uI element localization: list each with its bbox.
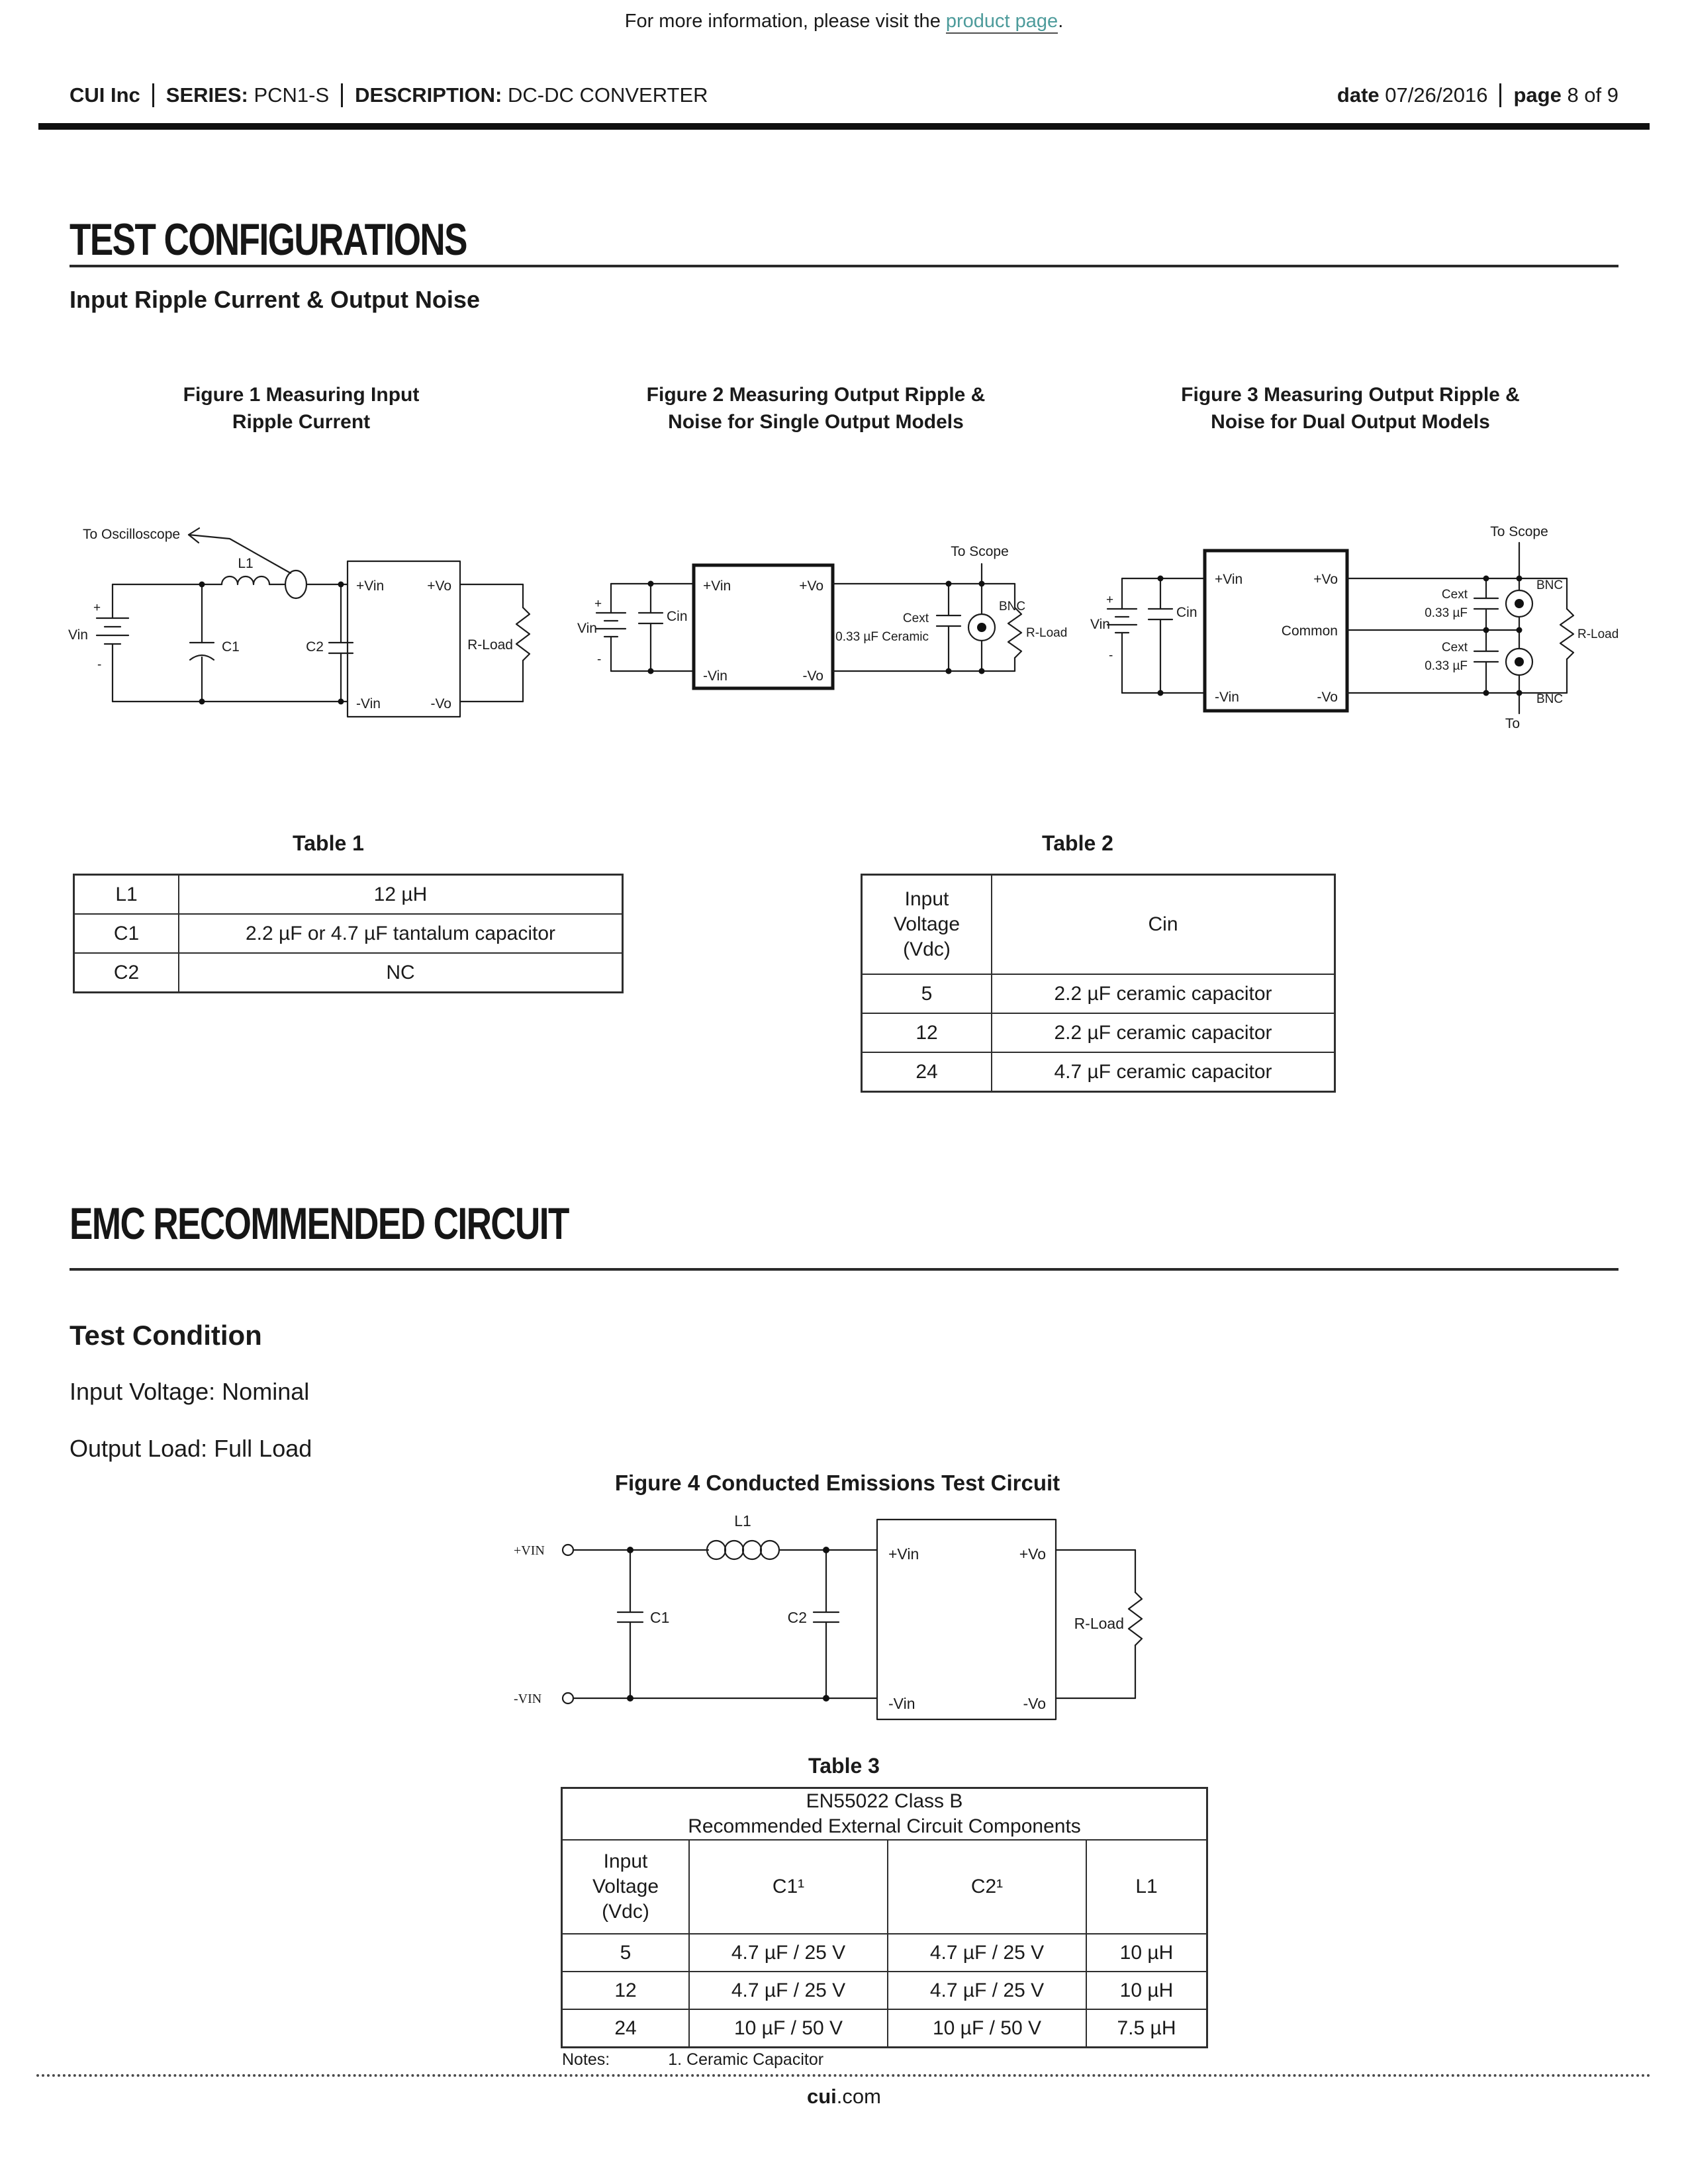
- table1-cell: C2: [74, 953, 179, 993]
- table3-cell: 4.7 µF / 25 V: [888, 1934, 1086, 1972]
- table3-cell: 5: [562, 1934, 690, 1972]
- capacitor-c1-icon: [618, 1550, 643, 1698]
- vin-label: Vin: [68, 627, 88, 643]
- pin-pvin-label: +Vin: [703, 578, 731, 594]
- note-1: 1. Ceramic Capacitor: [668, 2050, 824, 2069]
- table3-title: Table 3: [808, 1754, 880, 1778]
- pin-pvo-label: +Vo: [799, 578, 823, 594]
- plus-sign: +: [93, 601, 101, 615]
- series-label: SERIES:: [165, 83, 248, 107]
- table3: [561, 1787, 1208, 2048]
- table-header-row: [862, 875, 1335, 975]
- page-label: page: [1513, 83, 1562, 107]
- condition-line-1: Input Voltage: Nominal: [70, 1378, 310, 1405]
- header-right: [1337, 83, 1618, 107]
- l1-label: L1: [734, 1512, 751, 1529]
- cext-label: Cext: [902, 612, 929, 625]
- date-value: 07/26/2016: [1385, 83, 1488, 107]
- table3-cell: 10 µF / 50 V: [689, 2009, 888, 2048]
- figure4-diagram: [510, 1506, 1172, 1731]
- table1-cell: 12 µH: [179, 875, 623, 915]
- table-row: [862, 1052, 1335, 1092]
- table1-cell: 2.2 µF or 4.7 µF tantalum capacitor: [179, 914, 623, 953]
- cext-top-label: Cext: [1441, 588, 1468, 602]
- c1-label: C1: [222, 639, 240, 655]
- rload-label: R-Load: [1074, 1615, 1124, 1632]
- c2-label: C2: [306, 639, 324, 655]
- top-note-prefix: For more information, please visit the: [624, 11, 946, 32]
- description-label: DESCRIPTION:: [355, 83, 502, 107]
- header-rule: [38, 123, 1650, 130]
- table2-cell: 24: [862, 1052, 992, 1092]
- table2-header-cell: Cin: [992, 875, 1335, 975]
- vin-pos-terminal-label: +VIN: [514, 1543, 545, 1558]
- table1: [73, 874, 624, 993]
- section-title-test-configurations: TEST CONFIGURATIONS: [70, 214, 467, 265]
- test-condition-title: Test Condition: [70, 1320, 262, 1351]
- table-row: [562, 1972, 1207, 2009]
- table1-cell: C1: [74, 914, 179, 953]
- table3-header-cell: C1¹: [689, 1840, 888, 1934]
- bnc-top-connector-icon: [1506, 578, 1532, 630]
- table-row: [862, 1013, 1335, 1052]
- figure2-title-line2: Noise for Single Output Models: [668, 411, 964, 433]
- minus-sign: -: [597, 653, 602, 666]
- minus-sign: -: [1109, 649, 1113, 662]
- pin-pvin-label: +Vin: [888, 1545, 919, 1563]
- figure1-title: [99, 381, 503, 435]
- table-header-row: [562, 1788, 1207, 1841]
- table-row: [562, 1934, 1207, 1972]
- table3-header-block: [562, 1788, 1207, 1841]
- capacitor-cin-icon: [639, 584, 663, 671]
- l1-label: L1: [238, 556, 254, 571]
- description-value: DC-DC CONVERTER: [507, 83, 708, 107]
- company-name: CUI Inc: [70, 83, 140, 107]
- pin-pvo-label: +Vo: [427, 578, 451, 594]
- capacitor-cext-bottom-icon: [1474, 630, 1498, 693]
- pin-nvin-label: -Vin: [888, 1695, 915, 1712]
- table1-cell: L1: [74, 875, 179, 915]
- pin-nvo-label: -Vo: [1317, 690, 1338, 705]
- footer-brand-bold[interactable]: cui: [807, 2085, 837, 2108]
- to-label: To: [1505, 716, 1521, 731]
- bnc-top-label: BNC: [1536, 578, 1564, 592]
- figure1-title-line2: Ripple Current: [232, 411, 371, 433]
- table-row: [862, 974, 1335, 1013]
- header-bar: [70, 83, 1618, 107]
- section-title-emc: EMC RECOMMENDED CIRCUIT: [70, 1199, 569, 1249]
- top-note-suffix: .: [1058, 11, 1064, 32]
- resistor-rload-icon: [1129, 1592, 1142, 1645]
- table2-cell: 4.7 µF ceramic capacitor: [992, 1052, 1335, 1092]
- table-row: [74, 953, 623, 993]
- c1-label: C1: [650, 1609, 670, 1626]
- vin-label: Vin: [577, 621, 597, 636]
- pin-pvin-label: +Vin: [1215, 572, 1243, 587]
- pin-nvin-label: -Vin: [1215, 690, 1239, 705]
- footer-brand: [0, 2085, 1688, 2109]
- to-oscilloscope-label: To Oscilloscope: [83, 527, 181, 542]
- table1-cell: NC: [179, 953, 623, 993]
- rload-label: R-Load: [467, 637, 513, 653]
- inductor-l1-icon: [222, 576, 269, 584]
- figure2-diagram: [575, 529, 1084, 702]
- figure4-title: Figure 4 Conducted Emissions Test Circuit: [614, 1471, 1060, 1495]
- figure3-title-line1: Figure 3 Measuring Output Ripple &: [1181, 384, 1520, 406]
- series-value: PCN1-S: [254, 83, 330, 107]
- capacitor-c2-icon: [329, 584, 353, 702]
- footer-divider: [36, 2074, 1652, 2077]
- terminal-icon: [563, 1545, 573, 1555]
- table3-cell: 4.7 µF / 25 V: [689, 1972, 888, 2009]
- table-row: [74, 875, 623, 915]
- bnc-bottom-label: BNC: [1536, 692, 1564, 706]
- table3-header-cell: Input Voltage (Vdc): [562, 1840, 690, 1934]
- table3-notes: [562, 2050, 823, 2070]
- table2-title: Table 2: [1042, 831, 1113, 855]
- capacitor-cext-top-icon: [1474, 578, 1498, 630]
- page-value: 8 of 9: [1567, 83, 1618, 107]
- figure3-diagram: [1089, 504, 1626, 729]
- battery-icon: [97, 584, 128, 702]
- top-note: [0, 11, 1688, 32]
- footer-brand-rest[interactable]: .com: [836, 2085, 881, 2108]
- figure1-diagram: [63, 508, 546, 727]
- c2-label: C2: [787, 1609, 807, 1626]
- capacitor-cin-icon: [1149, 578, 1172, 693]
- vin-label: Vin: [1090, 617, 1110, 632]
- table2-cell: 5: [862, 974, 992, 1013]
- section-rule: [70, 265, 1618, 267]
- pin-pvin-label: +Vin: [356, 578, 385, 594]
- pin-pvo-label: +Vo: [1019, 1545, 1046, 1563]
- rload-label: R-Load: [1577, 627, 1619, 641]
- table3-cell: 4.7 µF / 25 V: [689, 1934, 888, 1972]
- table2-cell: 12: [862, 1013, 992, 1052]
- table3-header-cell: C2¹: [888, 1840, 1086, 1934]
- cext-bottom-label: Cext: [1441, 641, 1468, 655]
- pin-common-label: Common: [1281, 623, 1338, 639]
- header-left: [70, 83, 708, 107]
- table3-cell: 10 µF / 50 V: [888, 2009, 1086, 2048]
- cin-label: Cin: [667, 609, 688, 624]
- cext-value-label: 0.33 µF Ceramic: [835, 630, 929, 644]
- subsection-title: Input Ripple Current & Output Noise: [70, 286, 480, 313]
- junction-dots: [648, 581, 985, 674]
- figure3-title-line2: Noise for Dual Output Models: [1211, 411, 1490, 433]
- resistor-rload-icon: [1560, 609, 1573, 659]
- bnc-label: BNC: [999, 600, 1026, 614]
- resistor-rload-icon: [1008, 608, 1021, 658]
- figure3-title: [1112, 381, 1589, 435]
- pin-pvo-label: +Vo: [1313, 572, 1338, 587]
- cext-bottom-value-label: 0.33 µF: [1425, 659, 1468, 673]
- pin-nvo-label: -Vo: [802, 668, 823, 684]
- pin-nvo-label: -Vo: [1023, 1695, 1046, 1712]
- pin-nvin-label: -Vin: [356, 696, 381, 711]
- table-header-row: [562, 1840, 1207, 1934]
- pin-nvo-label: -Vo: [430, 696, 451, 711]
- terminal-icon: [563, 1693, 573, 1704]
- table3-cell: 10 µH: [1086, 1934, 1207, 1972]
- table3-cell: 10 µH: [1086, 1972, 1207, 2009]
- rload-label: R-Load: [1026, 626, 1068, 640]
- table2-cell: 2.2 µF ceramic capacitor: [992, 1013, 1335, 1052]
- plus-sign: +: [1106, 593, 1114, 607]
- capacitor-cext-icon: [937, 584, 961, 671]
- inductor-l1-icon: [707, 1541, 779, 1559]
- divider: [1499, 83, 1501, 107]
- table3-cell: 24: [562, 2009, 690, 2048]
- minus-sign: -: [97, 658, 102, 672]
- table1-title: Table 1: [293, 831, 364, 855]
- divider: [341, 83, 343, 107]
- condition-line-2: Output Load: Full Load: [70, 1435, 312, 1462]
- pin-nvin-label: -Vin: [703, 668, 727, 684]
- figure2-title: [583, 381, 1049, 435]
- table-row: [562, 2009, 1207, 2048]
- table3-header-line1: EN55022 Class B: [806, 1790, 963, 1812]
- figure2-title-line1: Figure 2 Measuring Output Ripple &: [646, 384, 986, 406]
- to-scope-label: To Scope: [951, 544, 1009, 559]
- cin-label: Cin: [1176, 605, 1197, 620]
- table3-cell: 4.7 µF / 25 V: [888, 1972, 1086, 2009]
- section-rule: [70, 1268, 1618, 1271]
- to-scope-label: To Scope: [1490, 524, 1548, 539]
- table2-cell: 2.2 µF ceramic capacitor: [992, 974, 1335, 1013]
- capacitor-c1-icon: [190, 584, 214, 702]
- current-probe-icon: [285, 570, 306, 598]
- vin-neg-terminal-label: -VIN: [514, 1692, 542, 1706]
- table3-cell: 12: [562, 1972, 690, 2009]
- notes-label: Notes:: [562, 2050, 610, 2069]
- figure1-title-line1: Figure 1 Measuring Input: [183, 384, 420, 406]
- product-page-link[interactable]: product page: [946, 11, 1058, 34]
- table2-header-cell: Input Voltage (Vdc): [862, 875, 992, 975]
- table-row: [74, 914, 623, 953]
- table2: [861, 874, 1336, 1093]
- resistor-rload-icon: [516, 608, 530, 660]
- capacitor-c2-icon: [814, 1550, 839, 1698]
- bnc-connector-icon: [968, 584, 995, 671]
- table3-header-line2: Recommended External Circuit Components: [688, 1815, 1081, 1837]
- divider: [152, 83, 154, 107]
- table3-cell: 7.5 µH: [1086, 2009, 1207, 2048]
- plus-sign: +: [594, 597, 602, 611]
- cext-top-value-label: 0.33 µF: [1425, 606, 1468, 620]
- date-label: date: [1336, 83, 1380, 107]
- bnc-bottom-connector-icon: [1506, 630, 1532, 693]
- table3-header-cell: L1: [1086, 1840, 1207, 1934]
